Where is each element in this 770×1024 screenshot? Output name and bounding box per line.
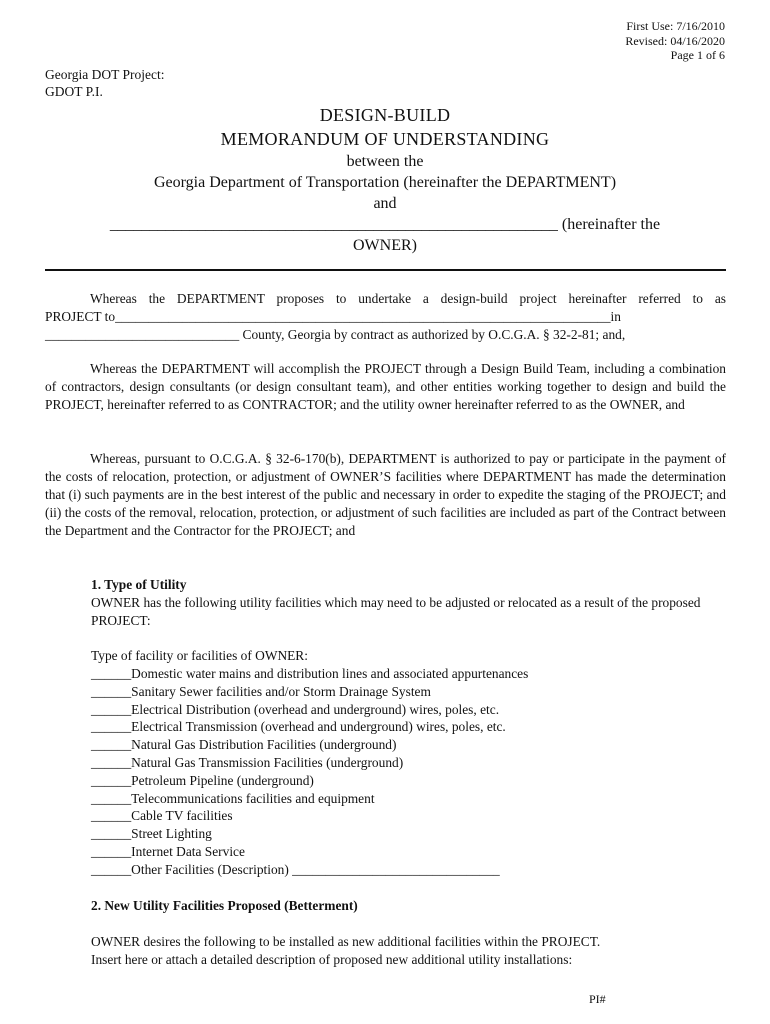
revised-date: Revised: 04/16/2020	[625, 33, 725, 48]
facility-list-title: Type of facility or facilities of OWNER:	[91, 648, 308, 663]
facility-item-petroleum: ______Petroleum Pipeline (underground)	[91, 772, 314, 788]
section-1-title: 1. Type of Utility	[91, 577, 187, 592]
facility-item-water: ______Domestic water mains and distribution lines and associated appurtenances	[91, 666, 529, 681]
section-2-line-2: Insert here or attach a detailed description of proposed new additional utility installations:	[91, 952, 573, 967]
owner-name-blank: ________________________________________________________ (hereinafter the	[109, 216, 661, 233]
whereas-1-line-1: Whereas the DEPARTMENT proposes to undertake a design-build project hereinafter referred to as	[90, 291, 726, 306]
title-design-build: DESIGN-BUILD	[319, 105, 451, 125]
section-type-of-utility	[91, 576, 726, 630]
title-mou: MEMORANDUM OF UNDERSTANDING	[220, 129, 550, 149]
facility-item-sewer: ______Sanitary Sewer facilities and/or Storm Drainage System	[91, 683, 431, 699]
paragraph-whereas-1	[45, 290, 726, 344]
title-divider	[45, 269, 726, 271]
facility-item-gas-distribution: ______Natural Gas Distribution Facilities (underground)	[91, 737, 397, 753]
section-2-body	[91, 933, 726, 969]
facility-item-cable-tv: ______Cable TV facilities	[91, 808, 233, 824]
title-owner: OWNER)	[353, 237, 417, 254]
section-2-line-1: OWNER desires the following to be installed as new additional facilities within the PROJECT.	[91, 934, 601, 949]
paragraph-whereas-3: Whereas, pursuant to O.C.G.A. § 32-6-170(b), DEPARTMENT is authorized to pay or participate in the payment of the costs of relocation, protection, or adjustment of OWNER’S facilities where DEPARTMENT has made the determination that (i) such payments are in the best interest of the public and necessary in order to expedite the staging of the PROJECT; and (ii) the costs of the removal, relocation, protection, or adjustment of such facilities are included as part of the Contract between the Department and the Contractor for the PROJECT; and	[45, 451, 726, 538]
section-1-text: OWNER has the following utility facilities which may need to be adjusted or relocated as a result of the proposed PROJECT:	[91, 595, 701, 628]
facility-item-gas-transmission: ______Natural Gas Transmission Facilities (underground)	[91, 754, 404, 770]
project-label: Georgia DOT Project:	[45, 67, 165, 82]
project-info	[45, 66, 164, 100]
title-and: and	[373, 195, 397, 212]
section-betterment	[91, 897, 726, 915]
pi-label: GDOT P.I.	[45, 84, 103, 99]
facility-item-internet: ______Internet Data Service	[91, 843, 245, 859]
section-2-title: 2. New Utility Facilities Proposed (Betterment)	[91, 898, 358, 913]
paragraph-whereas-2: Whereas the DEPARTMENT will accomplish the PROJECT through a Design Build Team, including a combination of contractors, design consultants (or design consultant team), and other entities working together to design and build the PROJECT, hereinafter referred to as CONTRACTOR; and the utility owner hereinafter referred to as the OWNER, and	[45, 361, 726, 412]
facility-item-other: ______Other Facilities (Description) _______________________________	[91, 861, 500, 877]
facility-item-street-lighting: ______Street Lighting	[91, 826, 212, 842]
whereas-1-line-2: PROJECT to__________________________________________________________________________in	[45, 309, 621, 324]
facility-list	[91, 665, 528, 879]
facility-item-telecom: ______Telecommunications facilities and equipment	[91, 790, 375, 806]
whereas-1-line-3: _____________________________ County, Georgia by contract as authorized by O.C.G.A. § 32-2-81; and,	[45, 327, 626, 342]
title-department: Georgia Department of Transportation (hereinafter the DEPARTMENT)	[153, 174, 617, 191]
revision-info	[625, 19, 725, 63]
pi-footer: PI#	[589, 992, 606, 1006]
facility-item-electrical-transmission: ______Electrical Transmission (overhead and underground) wires, poles, etc.	[91, 719, 506, 735]
document-title-block	[45, 103, 725, 256]
first-use-date: First Use: 7/16/2010	[626, 19, 725, 33]
title-between: between the	[346, 153, 424, 170]
facility-item-electrical-distribution: ______Electrical Distribution (overhead and underground) wires, poles, etc.	[91, 701, 500, 717]
page-number: Page 1 of 6	[670, 48, 725, 62]
